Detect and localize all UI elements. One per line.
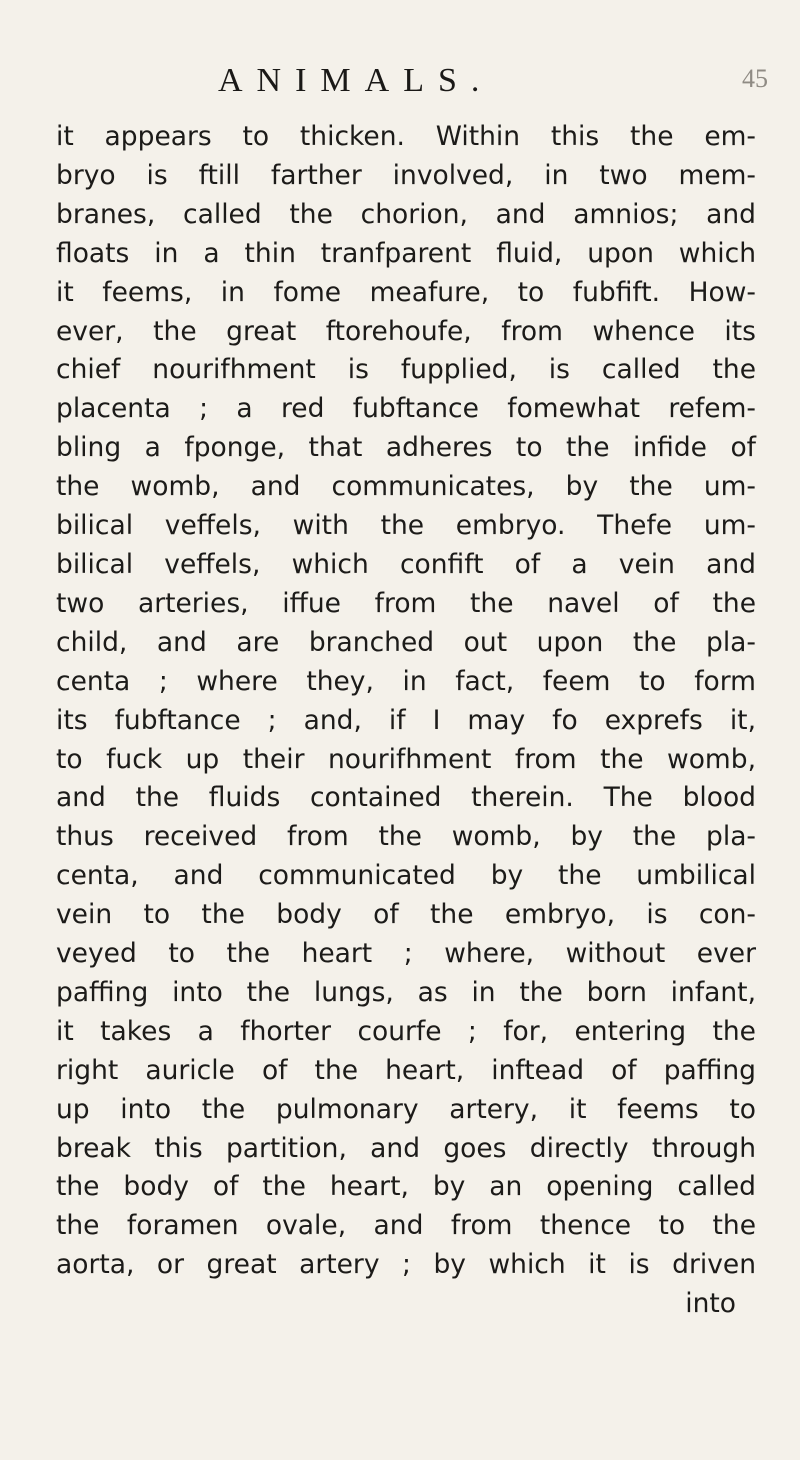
running-head: ANIMALS. <box>218 62 494 99</box>
text-line: bling a fponge, that adheres to the infide of <box>56 432 756 464</box>
text-line: two arteries, iffue from the navel of the <box>56 587 756 619</box>
text-line: thus received from the womb, by the pla- <box>56 821 756 853</box>
text-line: the womb, and communicates, by the um- <box>56 471 756 503</box>
text-line: to fuck up their nourifhment from the womb, <box>56 743 756 775</box>
text-line: centa ; where they, in fact, feem to form <box>56 665 756 697</box>
text-line: it appears to thicken. Within this the em- <box>56 121 756 152</box>
text-line: child, and are branched out upon the pla- <box>56 626 756 658</box>
text-line: the foramen ovale, and from thence to the <box>56 1210 756 1242</box>
text-line: bilical veffels, with the embryo. Thefe um- <box>56 510 756 542</box>
text-line: bryo is ftill farther involved, in two mem- <box>56 159 756 191</box>
text-line: centa, and communicated by the umbilical <box>56 860 756 892</box>
text-line: floats in a thin tranfparent fluid, upon which <box>56 237 756 269</box>
text-line: aorta, or great artery ; by which it is driven <box>56 1249 756 1281</box>
catchword: into <box>685 1288 736 1320</box>
text-line: chief nourifhment is fupplied, is called the <box>56 354 756 386</box>
text-line: bilical veffels, which confift of a vein and <box>56 548 756 580</box>
text-line: right auricle of the heart, inftead of paffing <box>56 1054 756 1086</box>
text-line: break this partition, and goes directly through <box>56 1132 756 1164</box>
text-line: it takes a fhorter courfe ; for, entering the <box>56 1015 756 1047</box>
body-text <box>56 118 756 1324</box>
text-line: ever, the great ftorehoufe, from whence its <box>56 315 756 347</box>
text-line: the body of the heart, by an opening called <box>56 1171 756 1203</box>
text-line: up into the pulmonary artery, it feems to <box>56 1093 756 1125</box>
text-line: it feems, in fome meafure, to fubfift. How- <box>56 276 756 308</box>
text-line: veyed to the heart ; where, without ever <box>56 938 756 970</box>
page-number: 45 <box>742 64 768 93</box>
text-line: branes, called the chorion, and amnios; and <box>56 198 756 230</box>
text-line: and the fluids contained therein. The blood <box>56 782 756 814</box>
text-line: placenta ; a red fubftance fomewhat refem- <box>56 393 756 425</box>
text-line: vein to the body of the embryo, is con- <box>56 899 756 931</box>
text-line: paffing into the lungs, as in the born infant, <box>56 976 756 1008</box>
text-line: its fubftance ; and, if I may fo exprefs it, <box>56 704 756 736</box>
